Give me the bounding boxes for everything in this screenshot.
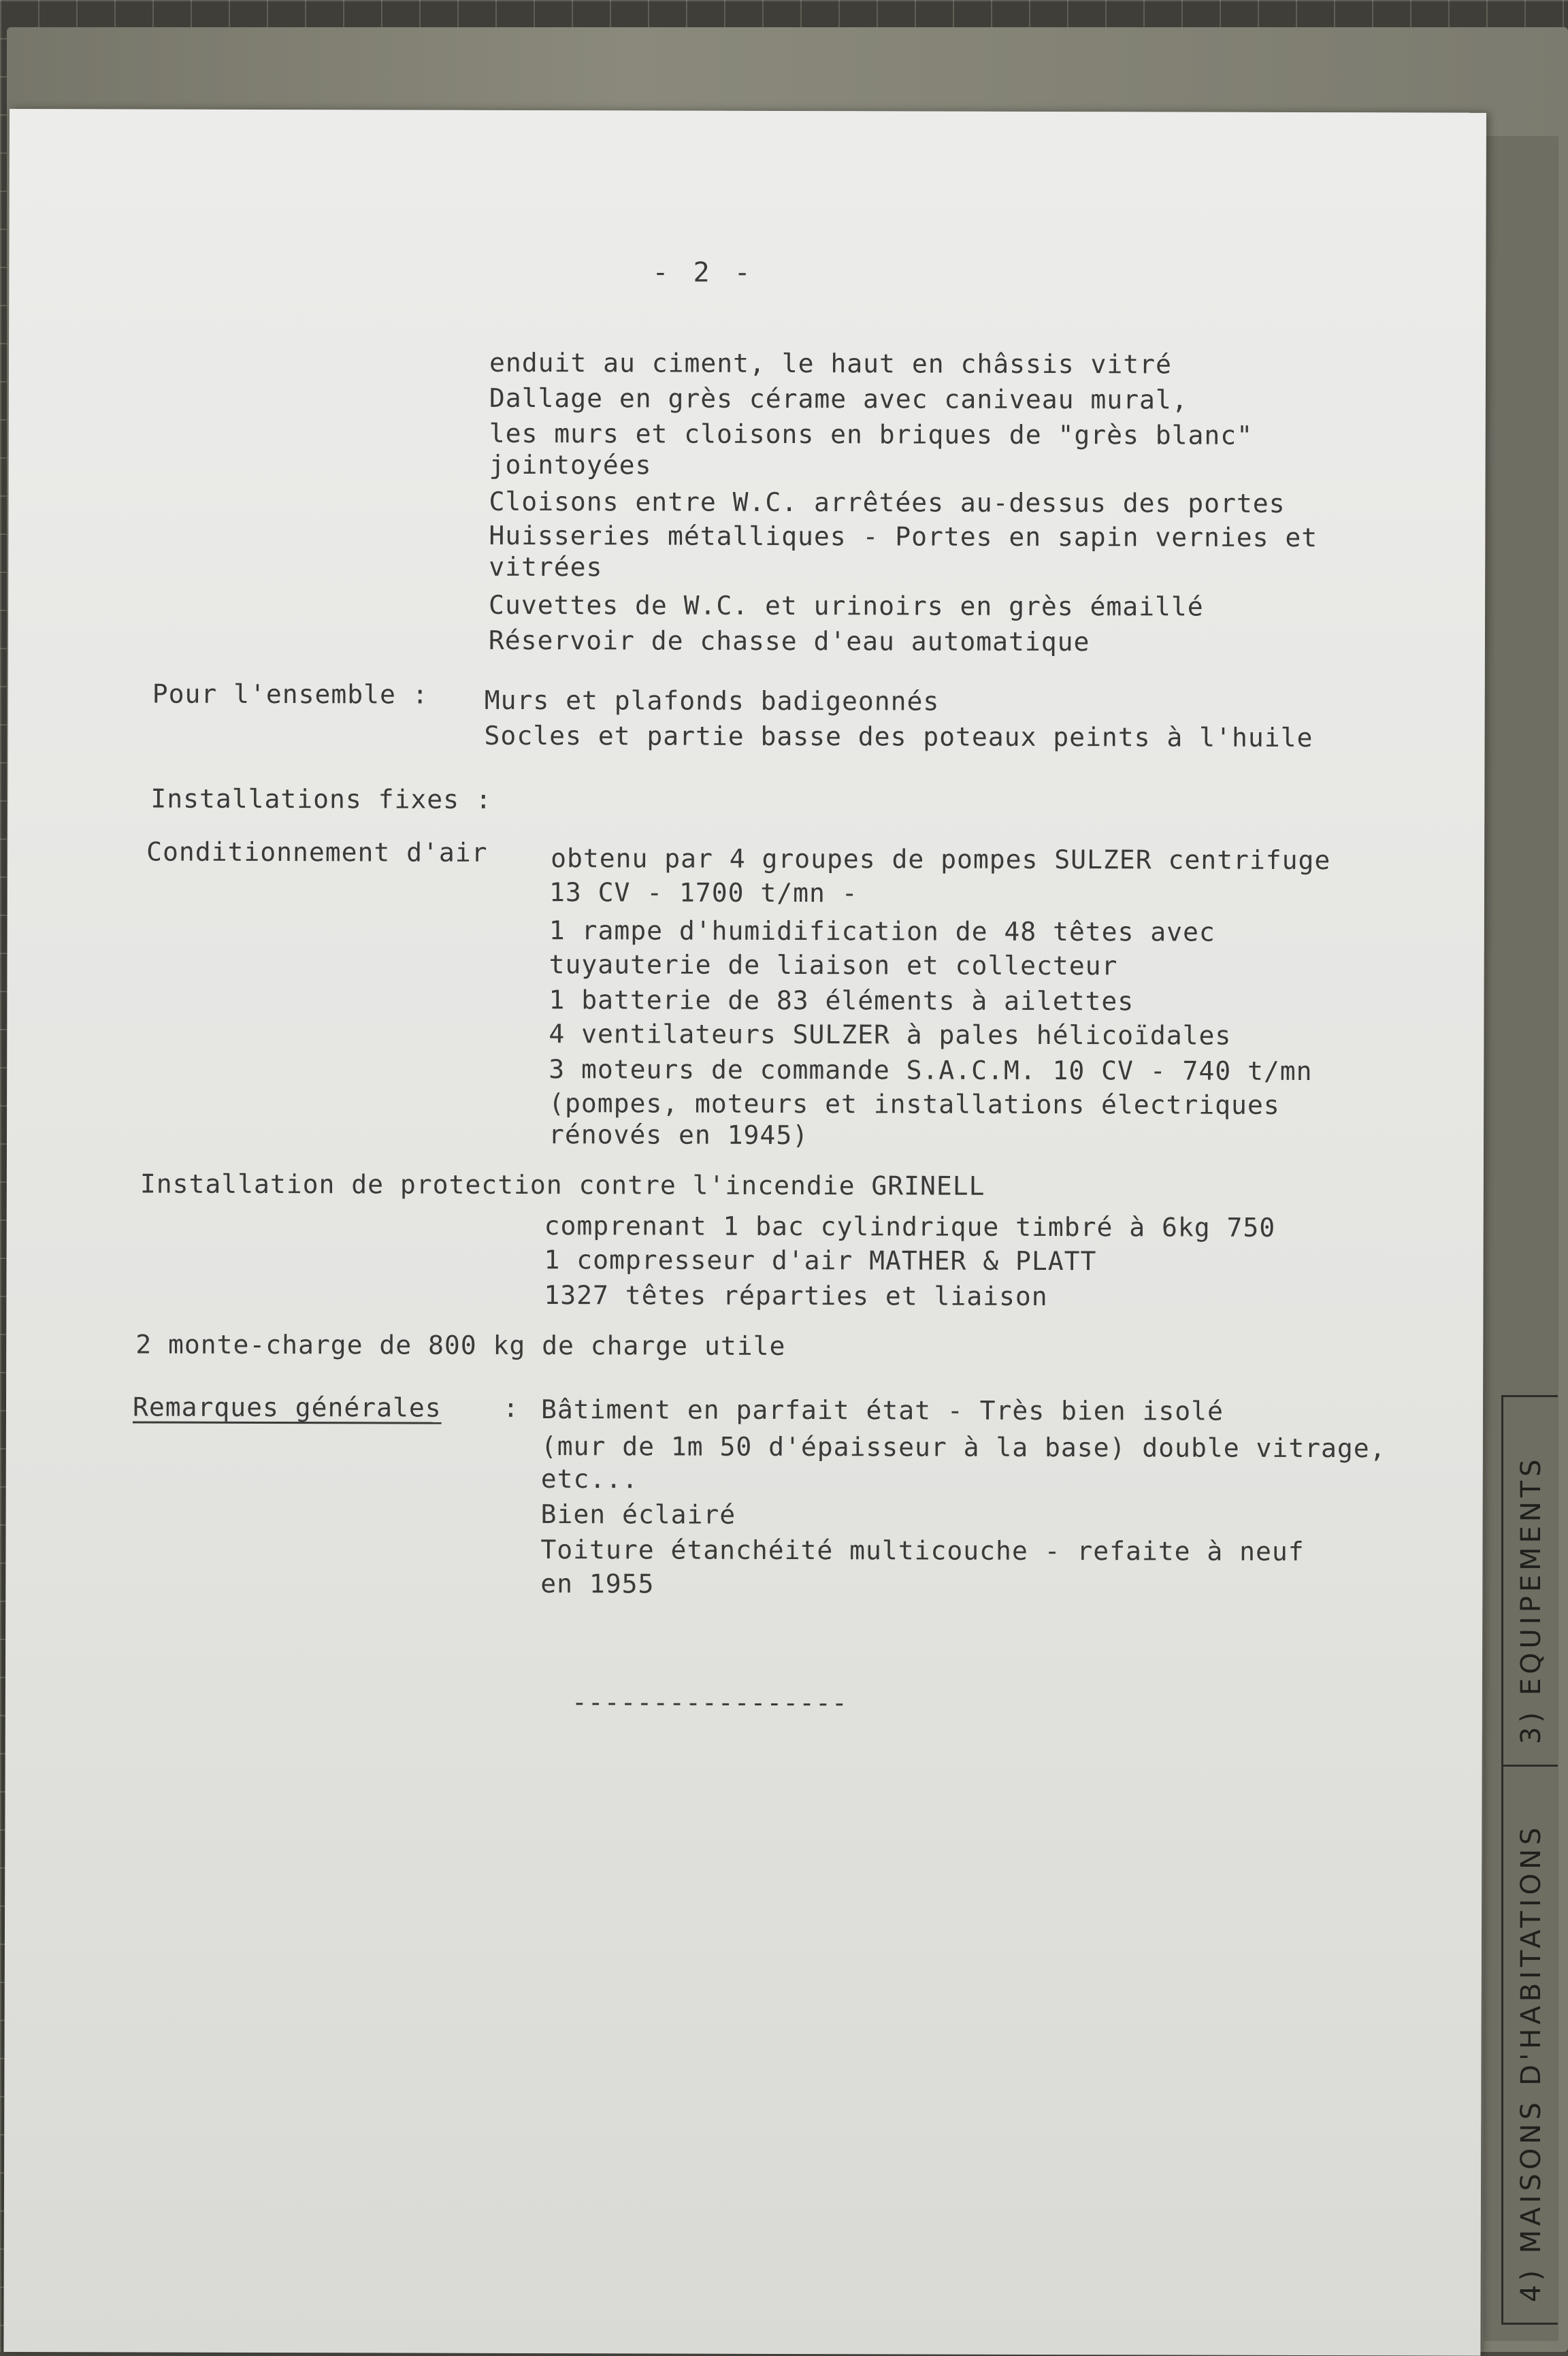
conditionnement-label: Conditionnement d'air <box>146 836 488 868</box>
protection-line: 1327 têtes réparties et liaison <box>544 1280 1048 1311</box>
index-stamp <box>1501 1395 1558 2325</box>
text-line: vitrées <box>489 551 603 583</box>
protection-label: Installation de protection contre l'incendie GRINELL <box>140 1168 985 1201</box>
remarques-line: (mur de 1m 50 d'épaisseur à la base) double vitrage, <box>540 1431 1386 1464</box>
conditionnement-line: 4 ventilateurs SULZER à pales hélicoïdales <box>549 1019 1232 1051</box>
remarques-line: en 1955 <box>540 1569 655 1599</box>
remarques-line: Toiture étanchéité multicouche - refaite à neuf <box>540 1535 1305 1567</box>
conditionnement-line: 3 moteurs de commande S.A.C.M. 10 CV - 740 t/mn <box>549 1054 1313 1087</box>
monte-charge-line: 2 monte-charge de 800 kg de charge utile <box>135 1329 786 1361</box>
text-line: jointoyées <box>489 449 652 480</box>
stamp-lower-label: 4) MAISONS D'HABITATIONS <box>1516 1823 1547 2302</box>
protection-line: 1 compresseur d'air MATHER & PLATT <box>544 1245 1097 1277</box>
text-line: Cloisons entre W.C. arrêtées au-dessus des portes <box>489 486 1286 519</box>
remarques-line: Bâtiment en parfait état - Très bien isolé <box>540 1394 1224 1426</box>
text-line: les murs et cloisons en briques de "grès blanc" <box>489 418 1254 451</box>
conditionnement-line: 1 rampe d'humidification de 48 têtes avec <box>549 915 1215 947</box>
conditionnement-line: 13 CV - 1700 t/mn - <box>549 877 858 909</box>
remarques-line: Bien éclairé <box>540 1499 736 1530</box>
conditionnement-line: (pompes, moteurs et installations électriques <box>549 1088 1280 1120</box>
conditionnement-line: rénovés en 1945) <box>548 1119 809 1151</box>
ensemble-line: Socles et partie basse des poteaux peints à l'huile <box>484 720 1313 753</box>
text-line: enduit au ciment, le haut en châssis vitré <box>489 347 1172 380</box>
document-page <box>3 109 1486 2356</box>
protection-line: comprenant 1 bac cylindrique timbré à 6kg 750 <box>544 1211 1276 1243</box>
ensemble-line: Murs et plafonds badigeonnés <box>484 685 940 717</box>
stamp-divider <box>1503 1765 1558 1767</box>
remarques-line: etc... <box>540 1464 639 1494</box>
text-line: Dallage en grès cérame avec caniveau mural, <box>489 382 1188 415</box>
text-line: Réservoir de chasse d'eau automatique <box>488 625 1090 657</box>
ensemble-label: Pour l'ensemble : <box>152 678 429 710</box>
text-line: Cuvettes de W.C. et urinoirs en grès émaillé <box>489 589 1204 622</box>
installations-heading: Installations fixes : <box>150 783 492 815</box>
stamp-upper-label: 3) EQUIPEMENTS <box>1516 1455 1547 1744</box>
separator-line: ----------------- <box>571 1687 848 1718</box>
page-number: - 2 - <box>652 257 755 289</box>
remarques-label: Remarques générales <box>132 1392 442 1423</box>
conditionnement-line: tuyauterie de liaison et collecteur <box>549 949 1118 981</box>
remarques-colon: : <box>502 1392 519 1423</box>
conditionnement-line: 1 batterie de 83 éléments à ailettes <box>549 985 1134 1017</box>
text-line: Huisseries métalliques - Portes en sapin vernies et <box>489 520 1318 553</box>
conditionnement-first: obtenu par 4 groupes de pompes SULZER centrifuge <box>551 843 1331 876</box>
